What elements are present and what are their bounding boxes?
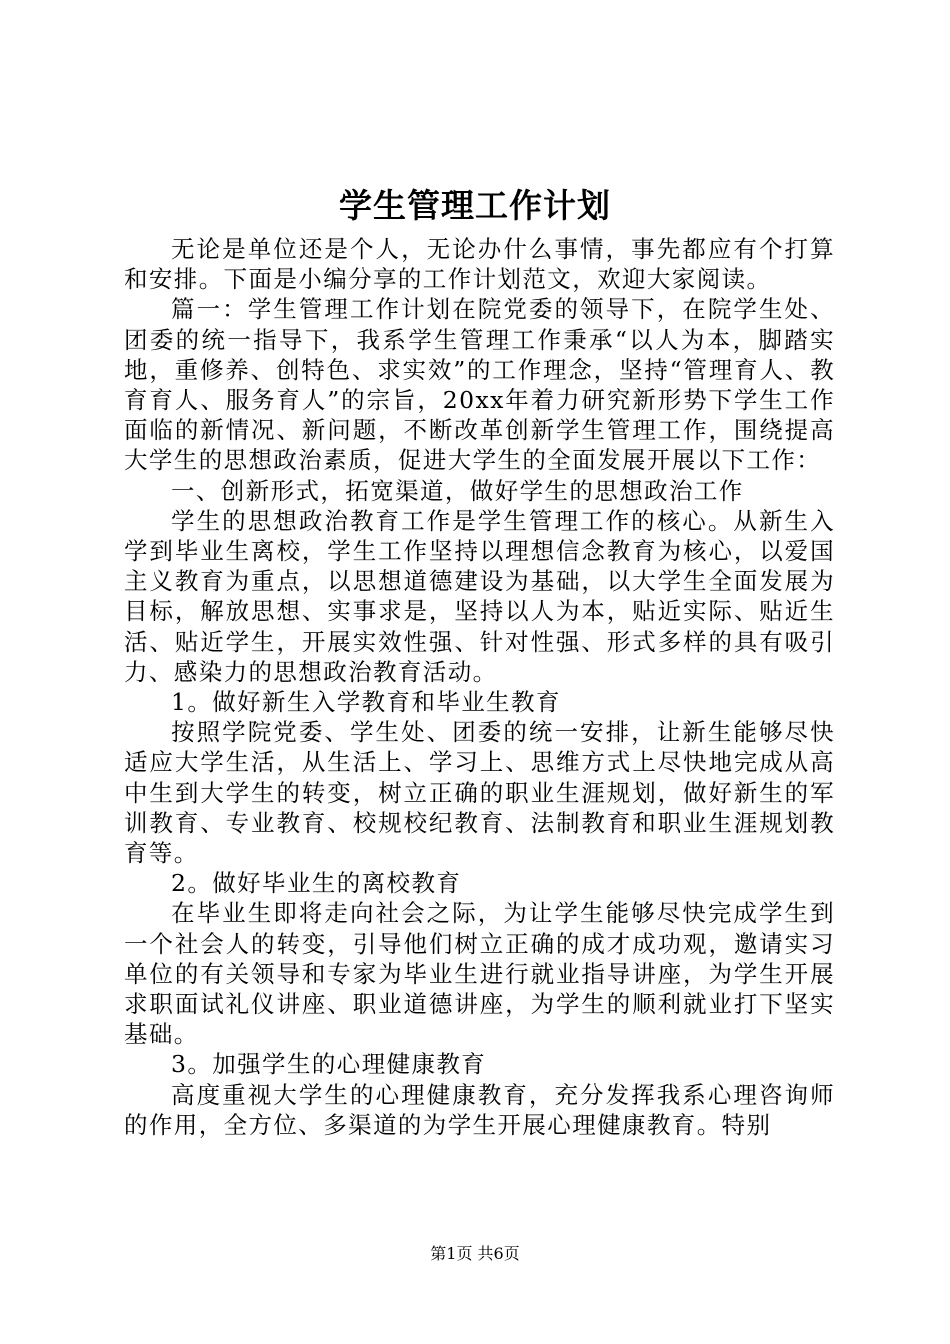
paragraph-part-one: 篇一：学生管理工作计划在院党委的领导下，在院学生处、团委的统一指导下，我系学生管理工作秉承“以人为本，脚踏实地，重修养、创特色、求实效”的工作理念，坚持“管理育人、教育育人、服务育人”的宗旨，20xx年着力研究新形势下学生工作面临的新情况、新问题，不断改革创新学生管理工作，围绕提高大学生的思想政治素质，促进大学生的全面发展开展以下工作： [124,295,835,475]
paragraph-intro: 无论是单位还是个人，无论办什么事情，事先都应有个打算和安排。下面是小编分享的工作计划范文，欢迎大家阅读。 [124,235,835,294]
page-number-footer: 第1页 共6页 [430,1244,520,1263]
subheading-graduates: 2。做好毕业生的离校教育 [171,869,462,898]
paragraph-political-education: 学生的思想政治教育工作是学生管理工作的核心。从新生入学到毕业生离校，学生工作坚持以理想信念教育为核心，以爱国主义教育为重点，以思想道德建设为基础，以大学生全面发展为目标，解放思想、实事求是，坚持以人为本，贴近实际、贴近生活、贴近学生，开展实效性强、针对性强、形式多样的具有吸引力、感染力的思想政治教育活动。 [124,506,835,686]
document-body [124,234,835,1140]
document-title: 学生管理工作计划 [339,186,611,225]
paragraph-graduates: 在毕业生即将走向社会之际，为让学生能够尽快完成学生到一个社会人的转变，引导他们树立正确的成才成功观，邀请实习单位的有关领导和专家为毕业生进行就业指导讲座，为学生开展求职面试礼仪讲座、职业道德讲座，为学生的顺利就业打下坚实基础。 [124,899,835,1049]
subheading-mental-health: 3。加强学生的心理健康教育 [171,1050,487,1079]
paragraph-mental-health: 高度重视大学生的心理健康教育，充分发挥我系心理咨询师的作用，全方位、多渠道的为学生开展心理健康教育。特别 [124,1080,835,1139]
section-heading-one: 一、创新形式，拓宽渠道，做好学生的思想政治工作 [171,476,744,505]
subheading-new-students: 1。做好新生入学教育和毕业生教育 [171,688,561,717]
paragraph-new-students: 按照学院党委、学生处、团委的统一安排，让新生能够尽快适应大学生活，从生活上、学习上、思维方式上尽快地完成从高中生到大学生的转变，树立正确的职业生涯规划，做好新生的军训教育、专业教育、校规校纪教育、法制教育和职业生涯规划教育等。 [124,718,835,868]
